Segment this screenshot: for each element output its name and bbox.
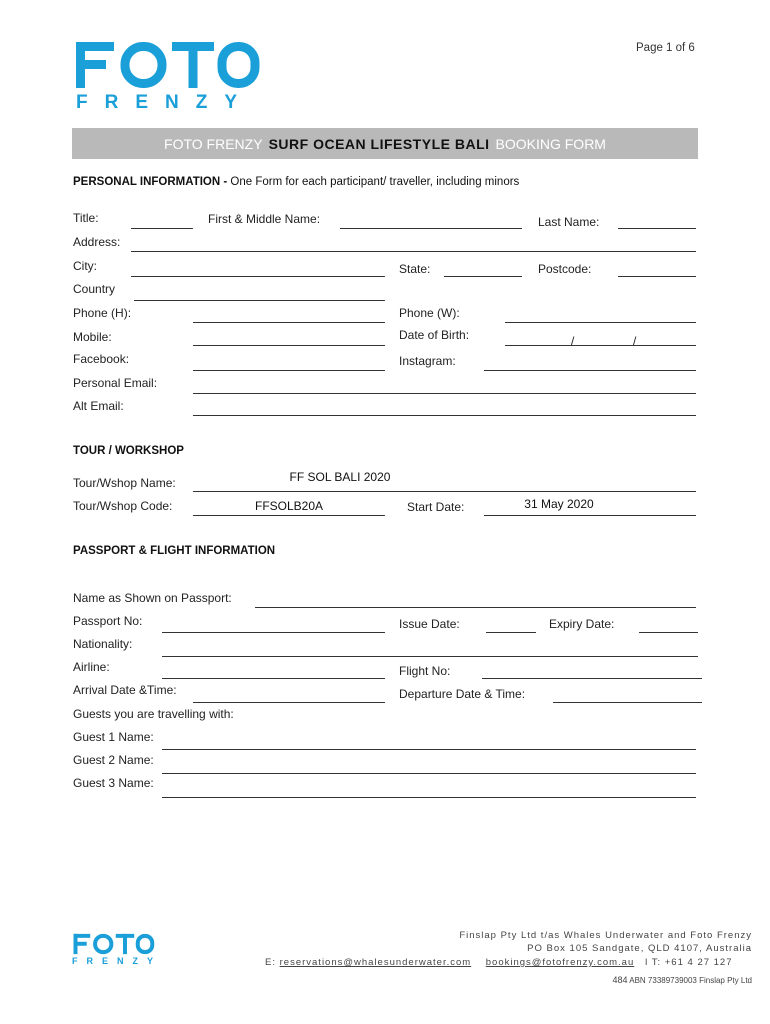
flight-number-label: Flight No: [399,664,451,678]
alt-email-label: Alt Email: [73,399,124,413]
guest3-field[interactable] [162,797,696,798]
arrival-label: Arrival Date &Time: [73,683,177,697]
dob-separator-1: / [571,334,575,348]
departure-field[interactable] [553,702,702,703]
footer-contacts [265,957,733,968]
address-label: Address: [73,235,121,249]
banner-left: FOTO FRENZY [164,135,263,152]
guests-travelling-label: Guests you are travelling with: [73,707,234,721]
airline-field[interactable] [162,678,385,679]
passport-number-field[interactable] [162,632,385,633]
state-field[interactable] [444,276,522,277]
start-date-value: 31 May 2020 [524,497,594,511]
title-label: Title: [73,211,99,225]
instagram-label: Instagram: [399,354,456,368]
departure-label: Departure Date & Time: [399,687,526,701]
facebook-field[interactable] [193,370,385,371]
passport-name-field[interactable] [255,607,696,608]
guest2-field[interactable] [162,773,696,774]
flight-number-field[interactable] [482,678,702,679]
personal-email-field[interactable] [193,393,696,394]
footer-phone: l T: +61 4 27 127 [645,957,733,968]
postcode-label: Postcode: [538,262,592,276]
foto-frenzy-logo [76,40,260,90]
expiry-date-field[interactable] [639,632,698,633]
footer-abn-line [612,975,752,985]
footer-logo-frenzy: FRENZY [72,956,162,966]
expiry-date-label: Expiry Date: [549,617,615,631]
issue-date-field[interactable] [486,632,536,633]
footer-abn-prefix: 484 [612,975,628,985]
form-title-banner [72,128,698,159]
banner-middle: SURF OCEAN LIFESTYLE BALI [268,135,490,152]
last-name-label: Last Name: [538,215,600,229]
tour-code-label: Tour/Wshop Code: [73,499,173,513]
tour-name-value: FF SOL BALI 2020 [289,470,391,484]
tour-name-label: Tour/Wshop Name: [73,476,176,490]
phone-home-field[interactable] [193,322,385,323]
first-middle-name-label: First & Middle Name: [208,212,321,226]
city-field[interactable] [131,276,385,277]
guest3-label: Guest 3 Name: [73,776,154,790]
instagram-field[interactable] [484,370,696,371]
postcode-field[interactable] [618,276,696,277]
start-date-label: Start Date: [407,500,465,514]
address-field[interactable] [131,251,696,252]
footer-company: Finslap Pty Ltd t/as Whales Underwater and Foto Frenzy [459,930,752,941]
passport-name-label: Name as Shown on Passport: [73,591,232,605]
nationality-label: Nationality: [73,637,133,651]
phone-home-label: Phone (H): [73,306,132,320]
start-date-field[interactable] [484,515,696,516]
guest1-label: Guest 1 Name: [73,730,154,744]
phone-work-label: Phone (W): [399,306,460,320]
first-middle-name-field[interactable] [340,228,522,229]
guest1-field[interactable] [162,749,696,750]
passport-number-label: Passport No: [73,614,143,628]
last-name-field[interactable] [618,228,696,229]
facebook-label: Facebook: [73,352,130,366]
date-of-birth-label: Date of Birth: [399,328,470,342]
footer-abn: ABN 73389739003 Finslap Pty Ltd [629,976,752,985]
guest2-label: Guest 2 Name: [73,753,154,767]
date-of-birth-field[interactable] [505,345,696,346]
logo-frenzy-text: FRENZY [76,92,254,113]
tour-name-field[interactable] [193,491,696,492]
personal-email-label: Personal Email: [73,376,158,390]
arrival-field[interactable] [193,702,385,703]
nationality-field[interactable] [162,656,698,657]
footer-email-prefix: E: [265,957,276,968]
airline-label: Airline: [73,660,110,674]
phone-work-field[interactable] [505,322,696,323]
mobile-field[interactable] [193,345,385,346]
mobile-label: Mobile: [73,330,112,344]
alt-email-field[interactable] [193,415,696,416]
page-number: Page 1 of 6 [636,42,695,54]
banner-right: BOOKING FORM [495,135,606,152]
tour-code-field[interactable] [193,515,385,516]
country-field[interactable] [134,300,385,301]
country-label: Country [73,282,116,296]
city-label: City: [73,259,97,273]
personal-heading: PERSONAL INFORMATION - One Form for each participant/ traveller, including minors [73,176,520,188]
footer-email-1[interactable]: reservations@whalesunderwater.com [279,957,472,968]
issue-date-label: Issue Date: [399,617,460,631]
footer-email-2[interactable]: bookings@fotofrenzy.com.au [485,957,635,968]
footer-logo [71,933,157,955]
tour-heading: TOUR / WORKSHOP [73,445,184,457]
dob-separator-2: / [633,334,637,348]
passport-heading: PASSPORT & FLIGHT INFORMATION [73,545,276,557]
tour-code-value: FFSOLB20A [254,499,324,513]
state-label: State: [399,262,431,276]
footer-address: PO Box 105 Sandgate, QLD 4107, Australia [527,943,752,954]
title-field[interactable] [131,228,193,229]
